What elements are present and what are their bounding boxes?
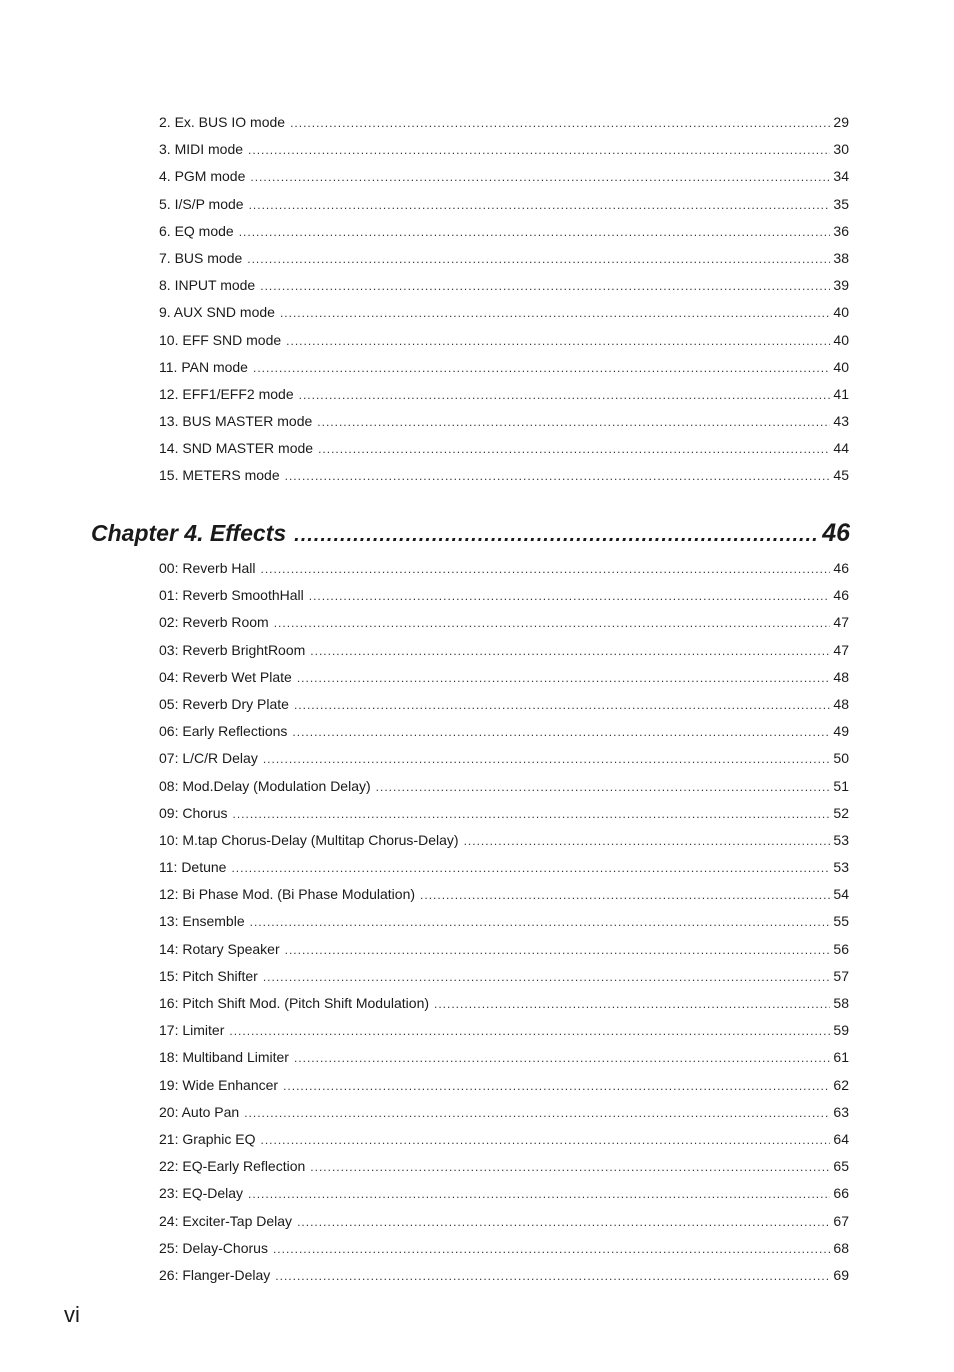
toc-entry-page: 30 (833, 141, 849, 158)
toc-entry[interactable] (159, 609, 849, 636)
leader-dots (231, 855, 830, 882)
toc-entry-page: 45 (833, 467, 849, 484)
leader-dots (261, 1127, 831, 1154)
toc-entry-label: 24: Exciter-Tap Delay (159, 1212, 293, 1229)
leader-dots (376, 774, 831, 801)
toc-entry-label: 10. EFF SND mode (159, 331, 282, 348)
toc-entry-page: 29 (833, 114, 849, 130)
toc-entry-page: 69 (833, 1266, 849, 1283)
leader-dots (285, 937, 831, 964)
mode-toc-list (159, 109, 849, 490)
toc-entry-label: 03: Reverb BrightRoom (159, 641, 306, 658)
toc-entry-label: 21: Graphic EQ (159, 1130, 256, 1147)
toc-entry-page: 35 (833, 195, 849, 212)
leader-dots (292, 719, 830, 746)
toc-entry[interactable] (159, 1262, 849, 1289)
leader-dots (280, 300, 830, 327)
toc-entry-label: 9. AUX SND mode (159, 304, 275, 321)
toc-entry-page: 62 (833, 1076, 849, 1093)
toc-entry-label: 07: L/C/R Delay (159, 750, 258, 767)
chapter-page-number: 46 (822, 519, 850, 547)
toc-entry[interactable] (159, 245, 849, 272)
leader-dots (297, 665, 831, 692)
toc-entry-label: 2. Ex. BUS IO mode (159, 114, 286, 130)
toc-entry-label: 14: Rotary Speaker (159, 940, 280, 957)
leader-dots (275, 1263, 830, 1290)
toc-entry[interactable] (159, 1126, 849, 1153)
toc-entry-label: 17: Limiter (159, 1022, 225, 1039)
toc-entry-page: 40 (833, 331, 849, 348)
leader-dots (263, 964, 831, 991)
page-folio: vi (64, 1302, 80, 1327)
leader-dots (309, 583, 831, 610)
toc-entry-label: 7. BUS mode (159, 249, 243, 266)
toc-entry-label: 20: Auto Pan (159, 1103, 240, 1120)
leader-dots (248, 1181, 830, 1208)
toc-entry[interactable] (159, 691, 849, 718)
toc-entry-label: 13. BUS MASTER mode (159, 413, 313, 430)
toc-entry[interactable] (159, 908, 849, 935)
leader-dots (294, 692, 830, 719)
leader-dots (239, 219, 831, 246)
toc-entry[interactable] (159, 408, 849, 435)
leader-dots (250, 164, 830, 191)
toc-entry-label: 25: Delay-Chorus (159, 1239, 268, 1256)
toc-entry-page: 59 (833, 1022, 849, 1039)
toc-entry-page: 49 (833, 723, 849, 740)
toc-entry[interactable] (159, 354, 849, 381)
toc-entry-label: 18: Multiband Limiter (159, 1049, 289, 1066)
toc-entry[interactable] (159, 218, 849, 245)
toc-entry-page: 54 (833, 886, 849, 903)
toc-entry[interactable] (159, 327, 849, 354)
toc-entry-page: 64 (833, 1130, 849, 1147)
toc-entry[interactable] (159, 827, 849, 854)
leader-dots (229, 1018, 830, 1045)
leader-dots (464, 828, 831, 855)
toc-entry[interactable] (159, 1044, 849, 1071)
toc-entry-page: 34 (833, 168, 849, 185)
toc-entry[interactable] (159, 963, 849, 990)
leader-dots (286, 328, 830, 355)
toc-entry-label: 01: Reverb SmoothHall (159, 587, 304, 604)
leader-dots (274, 610, 831, 637)
toc-entry-page: 63 (833, 1103, 849, 1120)
leader-dots (310, 638, 830, 665)
leader-dots (273, 1236, 830, 1263)
toc-entry-label: 6. EQ mode (159, 222, 234, 239)
toc-entry-label: 11: Detune (159, 859, 227, 876)
leader-dots (250, 909, 831, 936)
toc-entry-label: 05: Reverb Dry Plate (159, 695, 289, 712)
toc-entry-page: 44 (833, 440, 849, 457)
leader-dots (263, 746, 831, 773)
toc-entry-label: 26: Flanger-Delay (159, 1266, 271, 1283)
leader-dots (294, 518, 818, 552)
toc-entry[interactable] (159, 1099, 849, 1126)
toc-entry[interactable] (159, 1153, 849, 1180)
toc-entry-page: 65 (833, 1158, 849, 1175)
leader-dots (317, 409, 830, 436)
toc-entry[interactable] (159, 163, 849, 190)
toc-entry-label: 19: Wide Enhancer (159, 1076, 279, 1093)
toc-entry[interactable] (159, 664, 849, 691)
toc-entry-label: 09: Chorus (159, 804, 228, 821)
toc-entry[interactable] (159, 637, 849, 664)
leader-dots (260, 273, 830, 300)
leader-dots (297, 1209, 830, 1236)
toc-entry[interactable] (159, 1017, 849, 1044)
toc-entry-label: 23: EQ-Delay (159, 1185, 244, 1202)
toc-entry-page: 53 (833, 831, 849, 848)
toc-entry[interactable] (159, 299, 849, 326)
toc-entry-label: 12: Bi Phase Mod. (Bi Phase Modulation) (159, 886, 416, 903)
toc-entry[interactable] (159, 582, 849, 609)
toc-entry-page: 36 (833, 222, 849, 239)
toc-entry-page: 47 (833, 614, 849, 631)
leader-dots (248, 137, 830, 164)
toc-entry-label: 13: Ensemble (159, 913, 245, 930)
toc-entry-page: 40 (833, 358, 849, 375)
toc-entry[interactable] (159, 1208, 849, 1235)
toc-entry[interactable] (159, 136, 849, 163)
toc-entry[interactable] (159, 718, 849, 745)
toc-entry[interactable] (159, 462, 849, 489)
toc-entry[interactable] (159, 745, 849, 772)
toc-entry[interactable] (159, 1235, 849, 1262)
toc-entry-label: 14. SND MASTER mode (159, 440, 314, 457)
toc-entry-label: 00: Reverb Hall (159, 560, 256, 576)
toc-entry[interactable] (159, 990, 849, 1017)
toc-entry-page: 41 (833, 385, 849, 402)
toc-entry-page: 67 (833, 1212, 849, 1229)
toc-entry-page: 48 (833, 668, 849, 685)
toc-entry-page: 47 (833, 641, 849, 658)
leader-dots (283, 1073, 830, 1100)
leader-dots (420, 882, 830, 909)
toc-entry-page: 55 (833, 913, 849, 930)
leader-dots (318, 436, 830, 463)
leader-dots (299, 382, 831, 409)
toc-entry-page: 48 (833, 695, 849, 712)
toc-entry-label: 5. I/S/P mode (159, 195, 244, 212)
toc-entry[interactable] (159, 936, 849, 963)
toc-entry-label: 06: Early Reflections (159, 723, 288, 740)
leader-dots (290, 110, 830, 137)
toc-entry[interactable] (159, 1072, 849, 1099)
toc-entry[interactable] (159, 109, 849, 136)
toc-entry-page: 46 (833, 560, 849, 576)
toc-entry-label: 12. EFF1/EFF2 mode (159, 385, 294, 402)
toc-entry-page: 56 (833, 940, 849, 957)
toc-entry[interactable] (159, 1180, 849, 1207)
toc-entry-page: 46 (833, 587, 849, 604)
toc-entry-label: 3. MIDI mode (159, 141, 244, 158)
toc-entry-page: 58 (833, 995, 849, 1011)
toc-entry-page: 61 (833, 1049, 849, 1066)
leader-dots (247, 246, 830, 273)
toc-entry-page: 38 (833, 249, 849, 266)
toc-entry-page: 43 (833, 413, 849, 430)
toc-entry-label: 10: M.tap Chorus-Delay (Multitap Chorus-Delay) (159, 831, 459, 848)
effects-toc-list (159, 555, 849, 1289)
toc-entry-label: 02: Reverb Room (159, 614, 269, 631)
leader-dots (232, 801, 830, 828)
toc-entry[interactable] (159, 773, 849, 800)
leader-dots (310, 1154, 830, 1181)
toc-entry-page: 52 (833, 804, 849, 821)
toc-entry[interactable] (159, 435, 849, 462)
toc-entry[interactable] (159, 191, 849, 218)
toc-entry-page: 53 (833, 859, 849, 876)
toc-entry[interactable] (159, 881, 849, 908)
toc-entry-page: 57 (833, 967, 849, 984)
toc-entry-label: 22: EQ-Early Reflection (159, 1158, 306, 1175)
toc-entry-page: 66 (833, 1185, 849, 1202)
toc-entry[interactable] (159, 272, 849, 299)
toc-entry-page: 51 (833, 777, 849, 794)
leader-dots (249, 192, 831, 219)
leader-dots (253, 355, 830, 382)
toc-entry[interactable] (159, 854, 849, 881)
chapter-heading[interactable] (91, 516, 850, 552)
toc-entry-label: 08: Mod.Delay (Modulation Delay) (159, 777, 371, 794)
toc-entry-label: 15. METERS mode (159, 467, 280, 484)
toc-entry-page: 39 (833, 277, 849, 294)
toc-entry-page: 68 (833, 1239, 849, 1256)
toc-entry[interactable] (159, 800, 849, 827)
toc-entry-label: 4. PGM mode (159, 168, 246, 185)
leader-dots (244, 1100, 830, 1127)
toc-entry-label: 04: Reverb Wet Plate (159, 668, 292, 685)
toc-entry[interactable] (159, 555, 849, 582)
toc-entry-page: 40 (833, 304, 849, 321)
chapter-title: Chapter 4. Effects (91, 520, 287, 546)
toc-entry-label: 11. PAN mode (159, 358, 248, 375)
toc-entry-label: 8. INPUT mode (159, 277, 256, 294)
toc-entry-page: 50 (833, 750, 849, 767)
leader-dots (261, 556, 831, 583)
toc-entry[interactable] (159, 381, 849, 408)
toc-entry-label: 16: Pitch Shift Mod. (Pitch Shift Modulation) (159, 995, 430, 1011)
toc-entry-label: 15: Pitch Shifter (159, 967, 258, 984)
leader-dots (285, 463, 831, 490)
leader-dots (294, 1045, 830, 1072)
leader-dots (434, 991, 830, 1018)
